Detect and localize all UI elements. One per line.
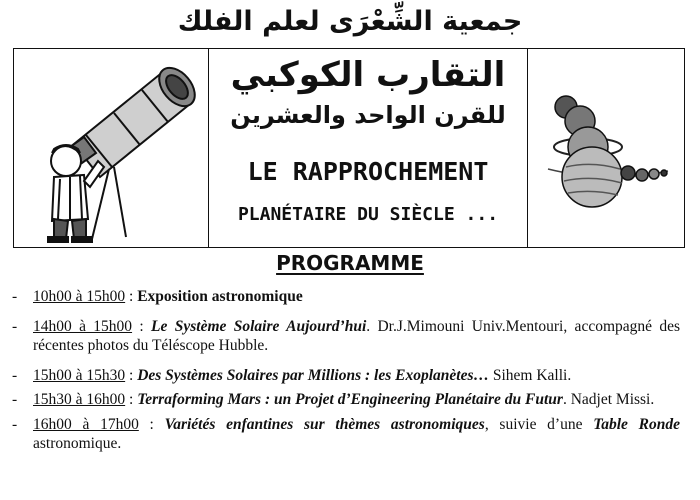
programme-item [12, 415, 680, 454]
title-text-cell [209, 49, 528, 247]
item-title: Terraforming Mars : un Projet d’Engineering Planétaire du Futur [137, 391, 563, 408]
list-dash: - [12, 366, 18, 384]
item-sep: : [132, 317, 152, 335]
title-banner [13, 48, 685, 248]
programme-item [12, 366, 680, 386]
planets-illustration-cell [528, 49, 684, 247]
item-details-2: astronomique. [33, 435, 122, 452]
french-subtitle: PLANÉTAIRE DU SIÈCLE ... [237, 204, 499, 225]
list-dash: - [12, 391, 18, 408]
item-time: 10h00 à 15h00 [33, 288, 126, 305]
item-sep: : [125, 391, 138, 408]
list-dash: - [12, 288, 18, 305]
item-time: 15h30 à 16h00 [33, 391, 126, 408]
programme-heading [0, 251, 700, 275]
child-telescope-icon [14, 49, 206, 245]
programme-heading-text: PROGRAMME [276, 251, 424, 275]
programme-item [12, 287, 680, 307]
french-title: LE RAPPROCHEMENT [247, 157, 489, 186]
item-title-2: Table Ronde [593, 415, 680, 433]
programme-item [12, 317, 680, 356]
programme-item [12, 390, 680, 410]
item-details: . Dr.J.Mimouni Univ.Mentouri, accompagné des récentes photos du Téléscope Hubble. [33, 317, 681, 354]
item-details: . Nadjet Missi. [562, 391, 655, 408]
item-time: 15h00 à 15h30 [33, 366, 126, 384]
item-details: Sihem Kalli. [488, 366, 572, 384]
programme-list [12, 287, 680, 459]
item-title: Le Système Solaire Aujourd’hui [151, 317, 367, 335]
item-title: Exposition astronomique [137, 288, 303, 305]
item-sep: : [138, 415, 165, 433]
list-dash: - [12, 415, 18, 433]
item-time: 16h00 à 17h00 [33, 415, 139, 433]
item-title: Variétés enfantines sur thèmes astronomiques [164, 415, 485, 433]
association-name: جمعية الشِّعْرَى لعلم الفلك [177, 6, 523, 37]
item-title: Des Systèmes Solaires par Millions : les Exoplanètes… [137, 366, 489, 384]
item-details: , suivie d’une [484, 415, 594, 433]
list-dash: - [12, 317, 18, 335]
arabic-title: التقارب الكوكبي [230, 55, 506, 95]
telescope-illustration-cell [14, 49, 209, 247]
planets-alignment-icon [528, 49, 681, 245]
item-sep: : [125, 288, 138, 305]
arabic-subtitle: للقرن الواحد والعشرين [230, 101, 506, 129]
item-sep: : [125, 366, 138, 384]
item-time: 14h00 à 15h00 [33, 317, 133, 335]
